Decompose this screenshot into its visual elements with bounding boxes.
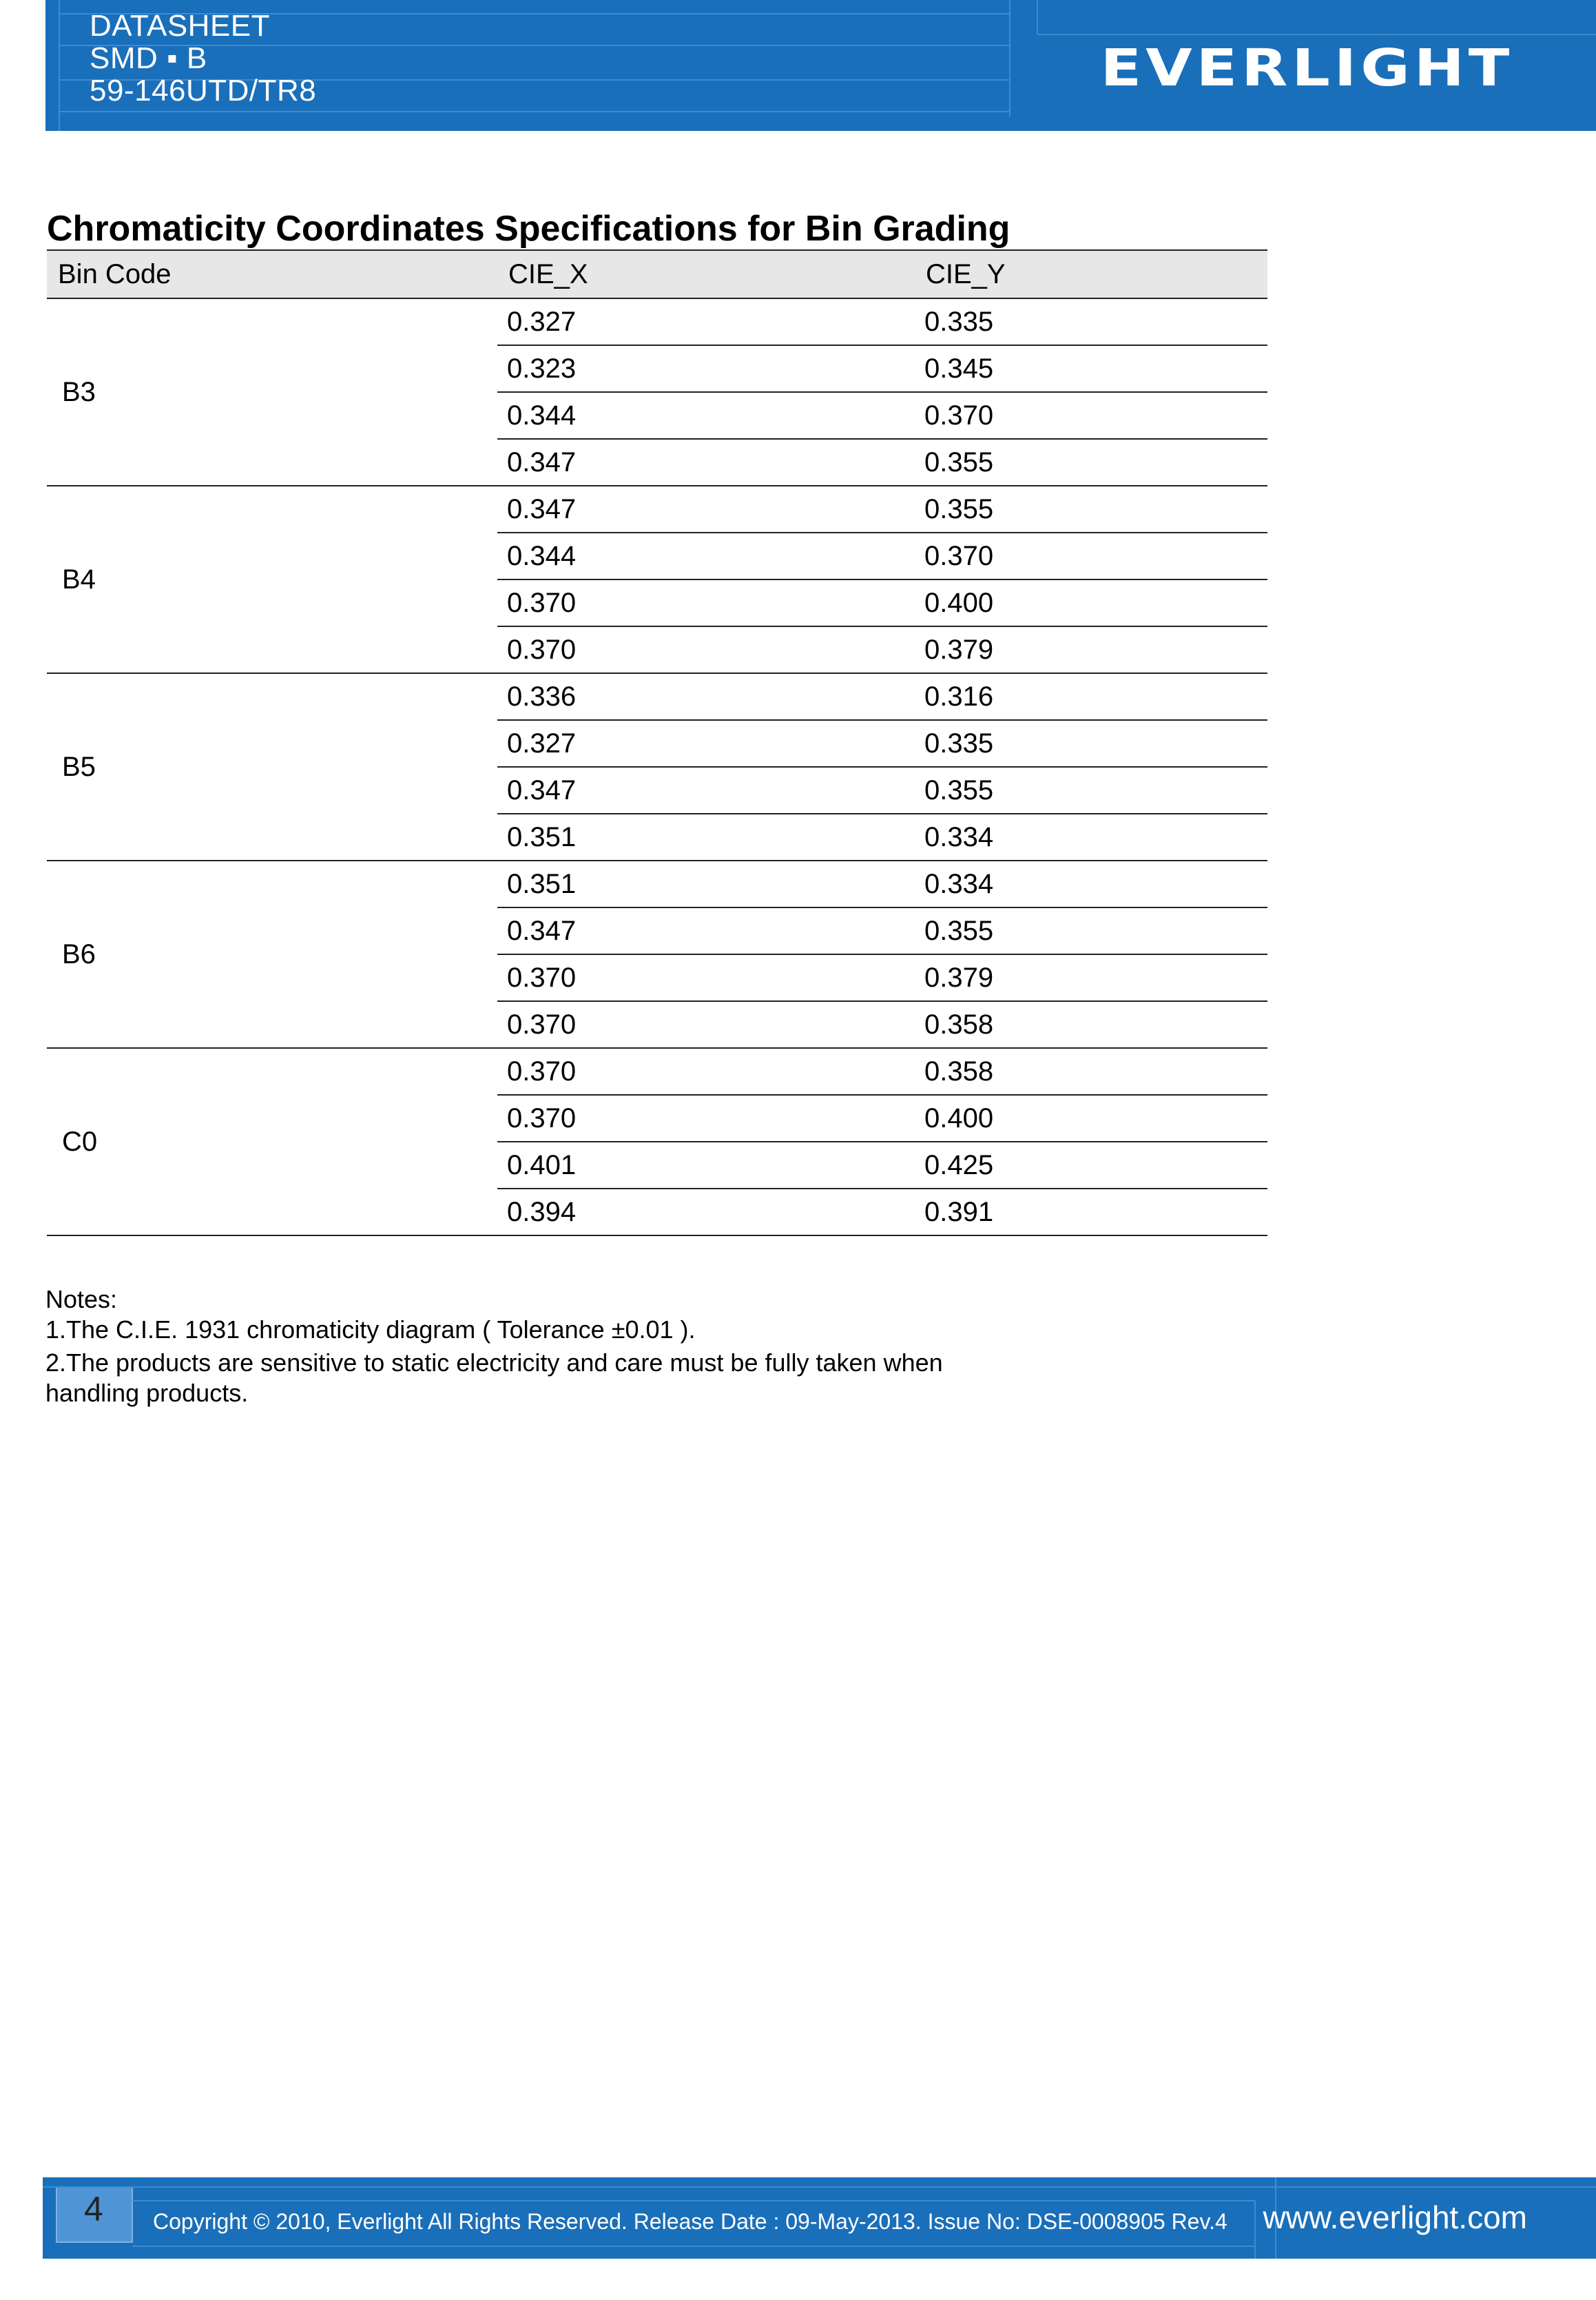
table-row (47, 1048, 1267, 1095)
cie-x-cell: 0.370 (497, 1001, 915, 1048)
cie-x-cell: 0.401 (497, 1142, 915, 1189)
cie-x-cell: 0.370 (497, 1048, 915, 1095)
cie-y-cell: 0.335 (915, 298, 1267, 345)
cie-x-cell: 0.394 (497, 1189, 915, 1235)
cie-x-cell: 0.336 (497, 673, 915, 720)
cie-y-cell: 0.400 (915, 579, 1267, 626)
cie-y-cell: 0.379 (915, 954, 1267, 1001)
table-row (47, 298, 1267, 345)
cie-x-cell: 0.370 (497, 954, 915, 1001)
cie-x-cell: 0.344 (497, 533, 915, 579)
cie-y-cell: 0.334 (915, 861, 1267, 907)
cie-y-cell: 0.335 (915, 720, 1267, 767)
chromaticity-bin-table (47, 249, 1267, 1236)
everlight-logo: EVERLIGHT (1100, 39, 1513, 98)
cie-x-cell: 0.344 (497, 392, 915, 439)
header-text-block (90, 10, 316, 107)
footer-band (43, 2177, 1596, 2259)
cie-x-cell: 0.370 (497, 1095, 915, 1142)
cie-y-cell: 0.358 (915, 1048, 1267, 1095)
bin-code-cell: B3 (47, 298, 497, 486)
cie-x-cell: 0.370 (497, 626, 915, 673)
cie-x-cell: 0.351 (497, 814, 915, 861)
cie-y-cell: 0.355 (915, 486, 1267, 533)
cie-x-cell: 0.327 (497, 298, 915, 345)
notes-section (45, 1284, 1079, 1408)
column-header-bin-code: Bin Code (47, 250, 497, 298)
cie-x-cell: 0.347 (497, 486, 915, 533)
cie-y-cell: 0.391 (915, 1189, 1267, 1235)
bin-code-cell: C0 (47, 1048, 497, 1235)
cie-x-cell: 0.327 (497, 720, 915, 767)
page-title: Chromaticity Coordinates Specifications for Bin Grading (47, 209, 1011, 249)
column-header-cie-x: CIE_X (497, 250, 915, 298)
cie-y-cell: 0.370 (915, 533, 1267, 579)
cie-y-cell: 0.355 (915, 767, 1267, 814)
cie-y-cell: 0.355 (915, 439, 1267, 486)
notes-heading: Notes: (45, 1285, 118, 1313)
cie-y-cell: 0.358 (915, 1001, 1267, 1048)
cie-y-cell: 0.345 (915, 345, 1267, 392)
table-row (47, 673, 1267, 720)
cie-x-cell: 0.323 (497, 345, 915, 392)
header-band (45, 0, 1596, 131)
cie-y-cell: 0.379 (915, 626, 1267, 673)
series-label: SMD ▪ B (90, 41, 207, 75)
website-link[interactable]: www.everlight.com (1263, 2199, 1527, 2235)
cie-y-cell: 0.400 (915, 1095, 1267, 1142)
cie-y-cell: 0.334 (915, 814, 1267, 861)
cie-y-cell: 0.370 (915, 392, 1267, 439)
cie-y-cell: 0.355 (915, 907, 1267, 954)
part-number-label: 59-146UTD/TR8 (90, 74, 317, 107)
note-2-line-1: 2.The products are sensitive to static electricity and care must be fully taken when (45, 1348, 943, 1377)
cie-x-cell: 0.347 (497, 767, 915, 814)
note-2-line-2: handling products. (45, 1379, 249, 1407)
bin-code-cell: B4 (47, 486, 497, 673)
table-row (47, 861, 1267, 907)
page-number: 4 (84, 2190, 103, 2228)
note-1: 1.The C.I.E. 1931 chromaticity diagram ( Tolerance ±0.01 ). (45, 1315, 696, 1344)
column-header-cie-y: CIE_Y (915, 250, 1267, 298)
cie-x-cell: 0.370 (497, 579, 915, 626)
cie-x-cell: 0.351 (497, 861, 915, 907)
table-row (47, 486, 1267, 533)
table-header-row (47, 250, 1267, 298)
doc-type-label: DATASHEET (90, 9, 271, 43)
cie-y-cell: 0.316 (915, 673, 1267, 720)
bin-code-cell: B6 (47, 861, 497, 1048)
bin-code-cell: B5 (47, 673, 497, 861)
cie-x-cell: 0.347 (497, 439, 915, 486)
copyright-text: Copyright © 2010, Everlight All Rights Reserved. Release Date : 09-May-2013. Issue No: DSE-0008905 Rev.4 (153, 2209, 1227, 2234)
cie-x-cell: 0.347 (497, 907, 915, 954)
cie-y-cell: 0.425 (915, 1142, 1267, 1189)
